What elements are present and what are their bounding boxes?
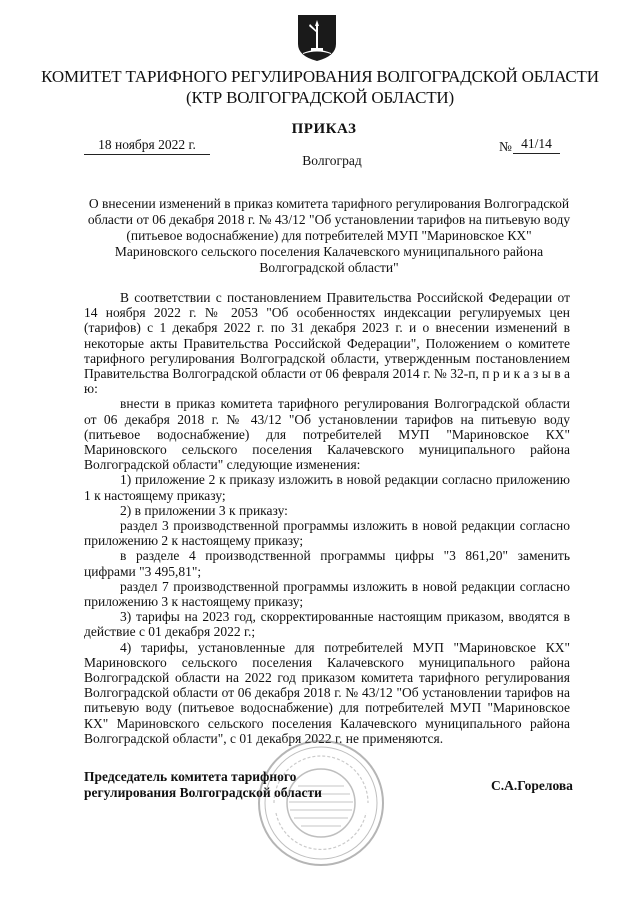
body-paragraph: В соответствии с постановлением Правительства Российской Федерации от 14 ноября 2022 г. № 2053 "Об особенностях индексации регулируемых цен (тарифов) с 1 декабря 2022 г. по 31 декабря 2023 г. и о внесении изменений в некоторые акты Правительства Российской Федерации", Положением о комитете тарифного регулирования Волгоградской области, утвержденным постановлением Правительства Волгоградской области от 06 февраля 2014 г. № 32-п, п р и к а з ы в а ю:: [84, 290, 570, 397]
document-type: ПРИКАЗ: [291, 121, 357, 137]
body-paragraph: внести в приказ комитета тарифного регулирования Волгоградской области от 06 декабря 2018 г. № 43/12 "Об установлении тарифов на питьевую воду (питьевое водоснабжение) для потребителей МУП "Мариновское КХ" Мариновского сельского поселения Калачевского муниципального района Волгоградской области" следующие изменения:: [84, 396, 570, 473]
body-paragraph: 3) тарифы на 2023 год, скорректированные настоящим приказом, вводятся в действие с 01 декабря 2022 г.;: [84, 609, 570, 640]
official-seal-stamp-icon: [256, 738, 386, 868]
signatory-position-line: Председатель комитета тарифного: [84, 769, 297, 784]
document-subject: О внесении изменений в приказ комитета тарифного регулирования Волгоградской области от 06 декабря 2018 г. № 43/12 "Об установлении тарифов на питьевую воду (питьевое водоснабжение) для потребителей МУП "Мариновское КХ" Мариновского сельского поселения Калачевского муниципального района Волгоградской области": [87, 196, 571, 275]
document-number-label: №: [499, 139, 512, 154]
body-paragraph: 4) тарифы, установленные для потребителей МУП "Мариновское КХ" Мариновского сельского поселения Калачевского муниципального района Волгоградской области на 2022 год приказом комитета тарифного регулирования Волгоградской области от 06 декабря 2018 г. № 43/12 "Об установлении тарифов на питьевую воду (питьевое водоснабжение) для потребителей МУП "Мариновское КХ" Мариновского сельского поселения Калачевского муниципального района Волгоградской области", с 01 декабря 2022 г. не применяются.: [84, 639, 570, 746]
document-number: 41/14: [513, 136, 560, 154]
organization-title: [40, 66, 600, 108]
body-paragraph: раздел 3 производственной программы изложить в новой редакции согласно приложению 2 к настоящему приказу;: [84, 518, 570, 549]
signatory-name: С.А.Горелова: [491, 778, 573, 793]
body-paragraph: раздел 7 производственной программы изложить в новой редакции согласно приложению 3 к настоящему приказу;: [84, 578, 570, 610]
document-date: 18 ноября 2022 г.: [84, 137, 210, 155]
organization-name: КОМИТЕТ ТАРИФНОГО РЕГУЛИРОВАНИЯ ВОЛГОГРАДСКОЙ ОБЛАСТИ: [41, 67, 599, 86]
body-paragraph: 2) в приложении 3 к приказу:: [120, 502, 288, 518]
signatory-position: [84, 769, 344, 801]
organization-short-name: (КТР ВОЛГОГРАДСКОЙ ОБЛАСТИ): [186, 88, 454, 107]
volgograd-coat-of-arms-icon: [297, 14, 337, 62]
document-body: [84, 290, 570, 746]
body-paragraph: 1) приложение 2 к приказу изложить в новой редакции согласно приложению 1 к настоящему приказу;: [84, 472, 570, 503]
document-city: Волгоград: [302, 153, 362, 168]
body-paragraph: в разделе 4 производственной программы цифры "3 861,20" заменить цифрами "3 495,81";: [84, 548, 570, 579]
signatory-position-line: регулирования Волгоградской области: [84, 785, 322, 800]
